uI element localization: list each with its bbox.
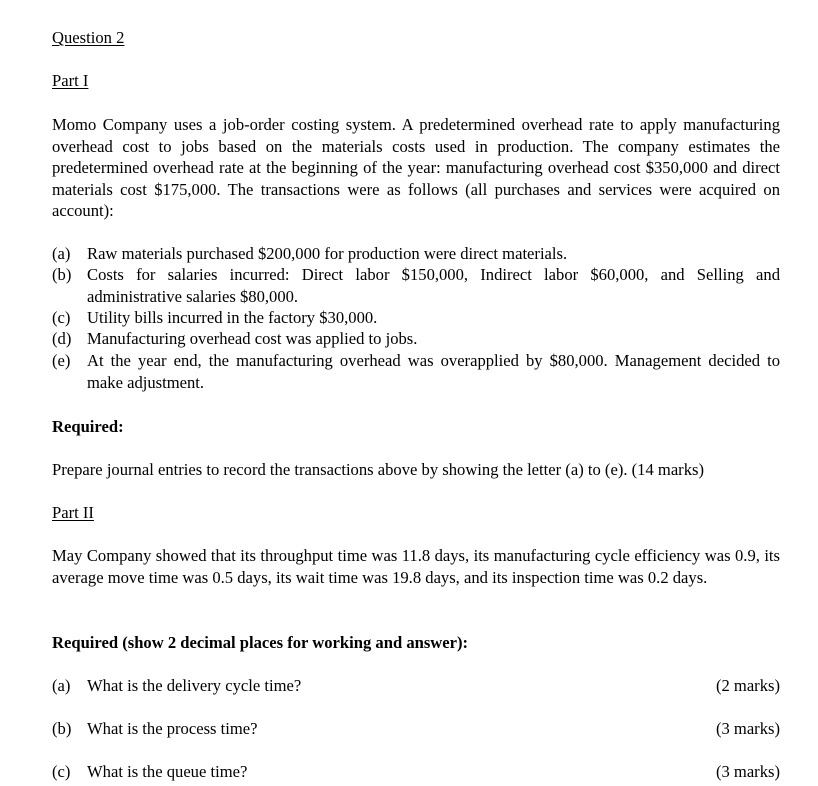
question-marks: (2 marks) [715,676,780,695]
transaction-label: (a) [52,244,71,263]
transaction-item [52,350,780,393]
question-row [52,761,780,783]
question-label: (b) [52,719,72,738]
transaction-text: At the year end, the manufacturing overhead was overapplied by $80,000. Management decided to make adjustment. [87,351,780,392]
question-title: Question 2 [52,28,125,47]
transaction-item [52,328,780,350]
transaction-text: Costs for salaries incurred: Direct labor $150,000, Indirect labor $60,000, and Selling and administrative salaries $80,000. [87,265,780,306]
part2-required-heading: Required (show 2 decimal places for working and answer): [52,633,469,652]
transaction-label: (c) [52,308,71,327]
transaction-text: Raw materials purchased $200,000 for production were direct materials. [87,244,568,263]
part1-heading: Part I [52,71,89,90]
question-row [52,675,780,697]
question-text: What is the process time? [87,719,258,738]
part2-intro: May Company showed that its throughput time was 11.8 days, its manufacturing cycle efficiency was 0.9, its average move time was 0.5 days, its wait time was 19.8 days, and its inspection time was 0.2 days. [52,546,780,587]
part1-required-text: Prepare journal entries to record the transactions above by showing the letter (a) to (e). (14 marks) [52,460,704,479]
question-label: (a) [52,676,71,695]
question-marks: (3 marks) [715,719,780,738]
transaction-label: (d) [52,329,72,348]
transaction-item [52,243,780,265]
question-text: What is the queue time? [87,762,248,781]
question-row [52,718,780,740]
transaction-item [52,264,780,307]
question-label: (c) [52,762,71,781]
part2-heading: Part II [52,503,94,522]
transaction-label: (e) [52,351,71,370]
question-text: What is the delivery cycle time? [87,676,302,695]
part1-intro: Momo Company uses a job-order costing system. A predetermined overhead rate to apply manufacturing overhead cost to jobs based on the materials costs used in production. The company estimates the predetermined overhead rate at the beginning of the year: manufacturing overhead cost $350,000 and direct materials cost $175,000. The transactions were as follows (all purchases and services were acquired on account): [52,115,780,220]
transaction-text: Manufacturing overhead cost was applied to jobs. [87,329,418,348]
transaction-label: (b) [52,265,72,284]
question-marks: (3 marks) [715,762,780,781]
transaction-text: Utility bills incurred in the factory $30,000. [87,308,378,327]
part1-required-heading: Required: [52,417,124,436]
transaction-item [52,307,780,329]
